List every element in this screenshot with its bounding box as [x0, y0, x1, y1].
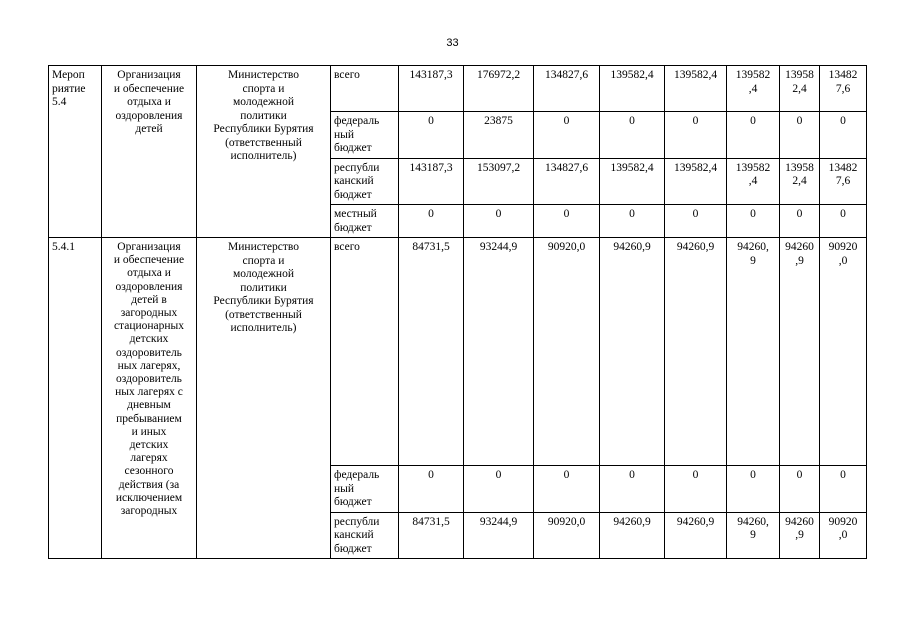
- table-row: [49, 238, 867, 466]
- value-cell: 139582,4: [600, 66, 665, 112]
- funding-source: федераль ный бюджет: [331, 112, 399, 159]
- value-cell: 90920,0: [534, 238, 600, 466]
- value-cell: 0: [399, 466, 464, 513]
- value-cell: 13958 2,4: [780, 66, 820, 112]
- value-cell: 139582,4: [665, 158, 727, 205]
- value-cell: 0: [727, 112, 780, 159]
- value-cell: 0: [534, 466, 600, 513]
- value-cell: 94260, 9: [727, 512, 780, 559]
- value-cell: 0: [820, 205, 867, 238]
- executor: Министерство спорта и молодежной политики Республики Бурятия (ответственный исполнитель): [197, 66, 331, 238]
- value-cell: 0: [780, 466, 820, 513]
- value-cell: 0: [600, 466, 665, 513]
- value-cell: 176972,2: [464, 66, 534, 112]
- value-cell: 84731,5: [399, 512, 464, 559]
- funding-source: республи канский бюджет: [331, 158, 399, 205]
- value-cell: 0: [820, 466, 867, 513]
- value-cell: 0: [780, 112, 820, 159]
- value-cell: 0: [665, 112, 727, 159]
- value-cell: 90920,0: [534, 512, 600, 559]
- value-cell: 0: [399, 112, 464, 159]
- funding-source: местный бюджет: [331, 205, 399, 238]
- value-cell: 94260,9: [665, 238, 727, 466]
- page-number: 33: [446, 37, 459, 49]
- value-cell: 143187,3: [399, 158, 464, 205]
- value-cell: 0: [464, 205, 534, 238]
- value-cell: 0: [665, 205, 727, 238]
- measure-code: 5.4.1: [49, 238, 102, 559]
- measure-code: Мероп риятие 5.4: [49, 66, 102, 238]
- value-cell: 0: [820, 112, 867, 159]
- value-cell: 139582 ,4: [727, 158, 780, 205]
- funding-source: республи канский бюджет: [331, 512, 399, 559]
- funding-source: федераль ный бюджет: [331, 466, 399, 513]
- value-cell: 23875: [464, 112, 534, 159]
- value-cell: 139582 ,4: [727, 66, 780, 112]
- value-cell: 94260,9: [600, 512, 665, 559]
- value-cell: 93244,9: [464, 512, 534, 559]
- value-cell: 139582,4: [600, 158, 665, 205]
- value-cell: 0: [727, 466, 780, 513]
- value-cell: 0: [780, 205, 820, 238]
- value-cell: 94260,9: [665, 512, 727, 559]
- table-row: [49, 66, 867, 112]
- value-cell: 134827,6: [534, 66, 600, 112]
- funding-source: всего: [331, 238, 399, 466]
- value-cell: 84731,5: [399, 238, 464, 466]
- value-cell: 0: [600, 112, 665, 159]
- value-cell: 93244,9: [464, 238, 534, 466]
- value-cell: 0: [534, 205, 600, 238]
- value-cell: 0: [534, 112, 600, 159]
- value-cell: 13482 7,6: [820, 66, 867, 112]
- value-cell: 94260, 9: [727, 238, 780, 466]
- budget-table: [48, 65, 867, 559]
- value-cell: 94260 ,9: [780, 512, 820, 559]
- value-cell: 13482 7,6: [820, 158, 867, 205]
- value-cell: 90920 ,0: [820, 238, 867, 466]
- value-cell: 153097,2: [464, 158, 534, 205]
- value-cell: 13958 2,4: [780, 158, 820, 205]
- value-cell: 0: [464, 466, 534, 513]
- funding-source: всего: [331, 66, 399, 112]
- value-cell: 0: [399, 205, 464, 238]
- value-cell: 94260 ,9: [780, 238, 820, 466]
- executor: Министерство спорта и молодежной политики Республики Бурятия (ответственный исполнитель): [197, 238, 331, 559]
- value-cell: 143187,3: [399, 66, 464, 112]
- value-cell: 0: [600, 205, 665, 238]
- measure-name: Организация и обеспечение отдыха и оздоровления детей: [102, 66, 197, 238]
- value-cell: 0: [727, 205, 780, 238]
- value-cell: 94260,9: [600, 238, 665, 466]
- value-cell: 0: [665, 466, 727, 513]
- value-cell: 90920 ,0: [820, 512, 867, 559]
- measure-name: Организация и обеспечение отдыха и оздоровления детей в загородных стационарных детских оздоровитель ных лагерях, оздоровитель ных лагерях с дневным пребыванием и иных детских лагерях сезонного действия (за исключением загородных: [102, 238, 197, 559]
- value-cell: 139582,4: [665, 66, 727, 112]
- value-cell: 134827,6: [534, 158, 600, 205]
